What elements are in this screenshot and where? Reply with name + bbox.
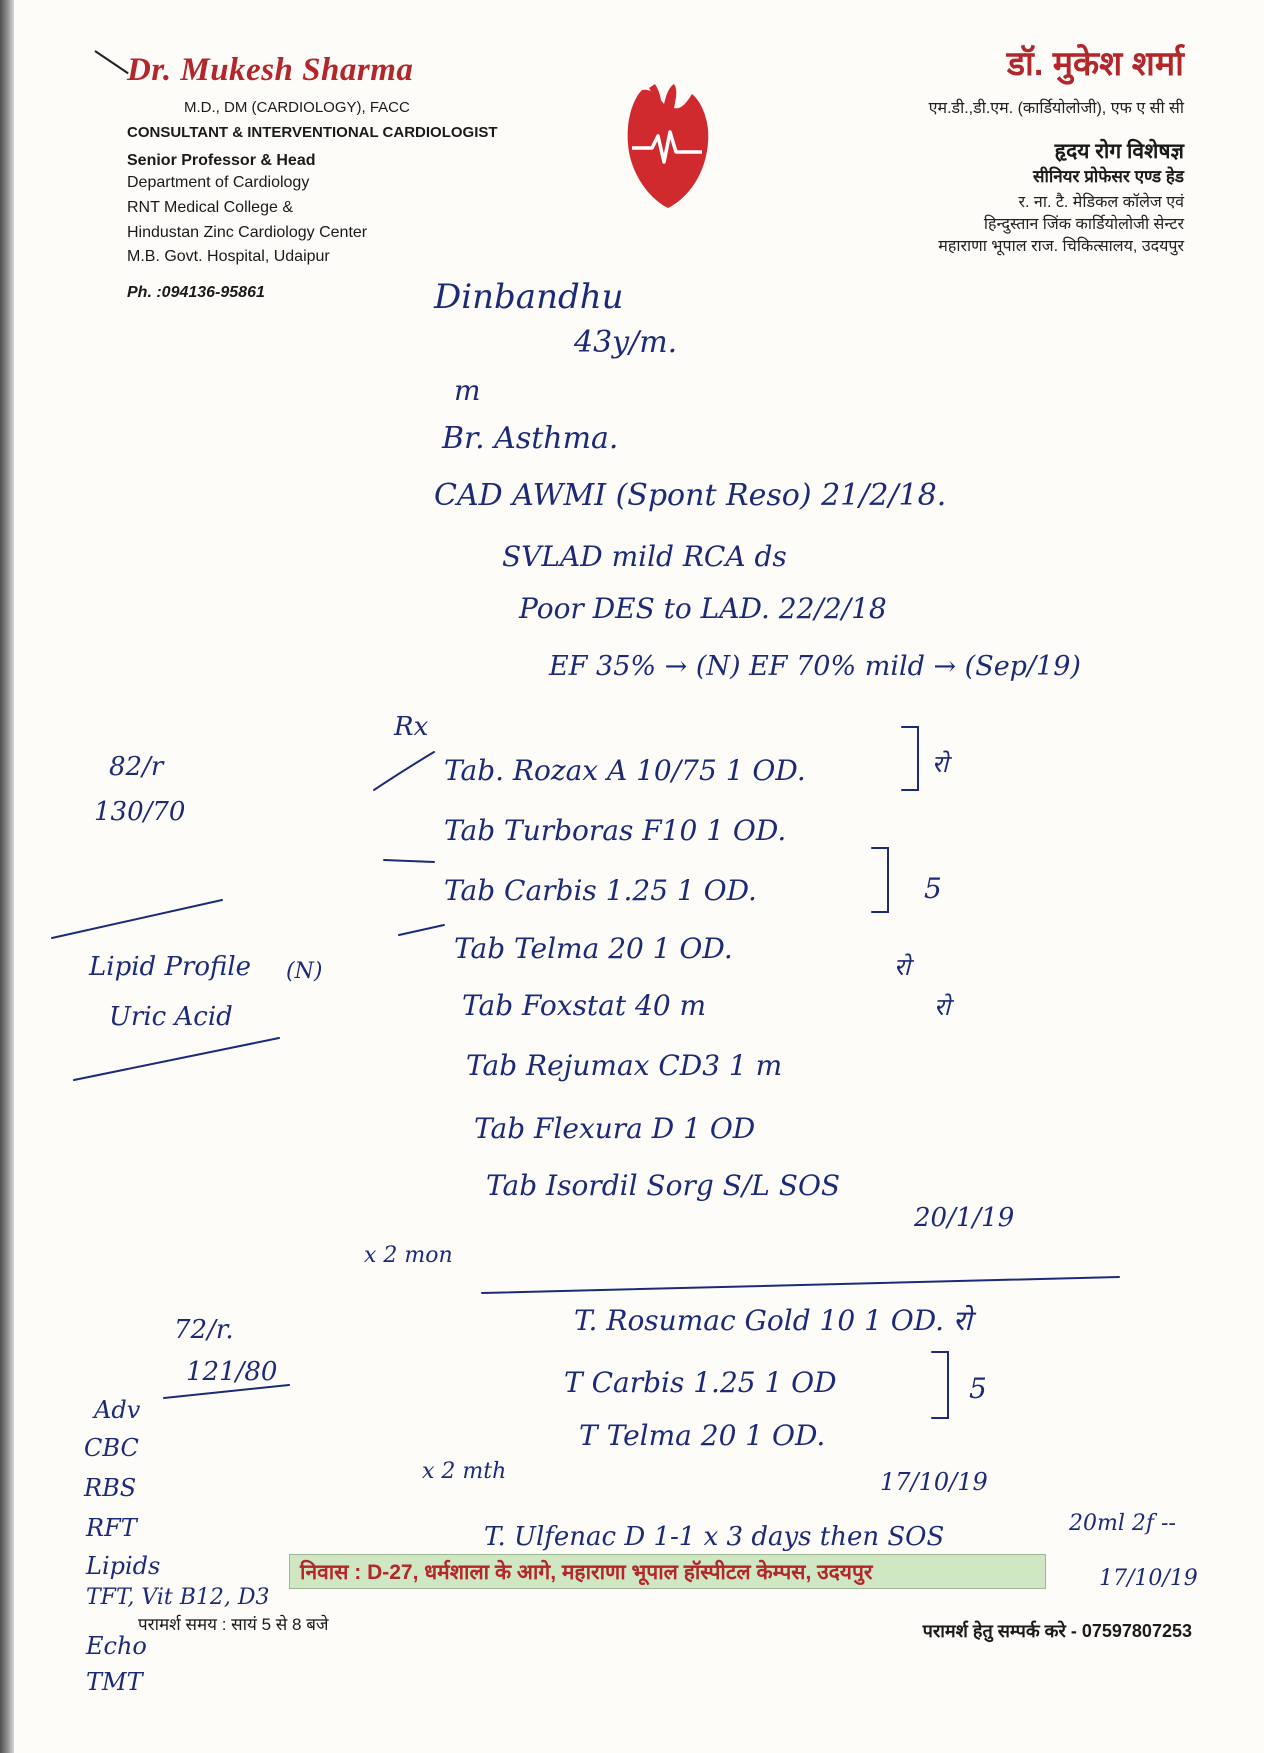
medication-line: T Carbis 1.25 1 OD	[564, 1366, 837, 1399]
history-line: Br. Asthma.	[442, 421, 619, 456]
test-item: RBS	[84, 1474, 137, 1502]
bracket-mark	[932, 1352, 948, 1418]
lab-note: Lipid Profile	[89, 952, 252, 982]
phone-number: Ph. :094136-95861	[127, 284, 265, 301]
medication-line: T. Rosumac Gold 10 1 OD. रो	[574, 1304, 972, 1337]
vital-bp: 121/80	[186, 1357, 278, 1387]
history-line: EF 35% → (N) EF 70% mild → (Sep/19)	[549, 651, 1081, 682]
medication-line: Tab Rejumax CD3 1 m	[466, 1049, 783, 1082]
rx-marker: Rx	[394, 712, 429, 742]
history-line: m	[454, 374, 481, 407]
center-line: Hindustan Zinc Cardiology Center	[127, 224, 368, 241]
visit-date: 17/10/19	[1099, 1566, 1198, 1591]
visit-date: 17/10/19	[880, 1468, 988, 1496]
underline-mark	[74, 1038, 279, 1080]
history-line: SVLAD mild RCA ds	[502, 540, 787, 573]
bracket-mark	[902, 727, 918, 790]
underline-mark	[52, 900, 222, 938]
doctor-role: CONSULTANT & INTERVENTIONAL CARDIOLOGIST	[127, 124, 498, 141]
tick-mark	[374, 752, 434, 790]
center-line-hindi: हिन्दुस्तान जिंक कार्डियोलोजी सेन्टर	[983, 216, 1184, 233]
medication-line: Tab Carbis 1.25 1 OD.	[444, 874, 757, 907]
department-line: Department of Cardiology	[127, 174, 310, 191]
frequency-mark: 5	[924, 872, 942, 905]
doctor-name-hindi: डॉ. मुकेश शर्मा	[1006, 45, 1184, 83]
consultation-contact: परामर्श हेतु सम्पर्क करे - 07597807253	[922, 1621, 1192, 1641]
duration-note: x 2 mth	[422, 1459, 507, 1484]
college-line: RNT Medical College &	[127, 199, 293, 216]
lab-note: Uric Acid	[109, 1002, 233, 1032]
doctor-degrees-hindi: एम.डी.,डी.एम. (कार्डियोलोजी), एफ ए सी सी	[928, 100, 1184, 117]
handwritten-notes	[14, 0, 1264, 1753]
frequency-mark: रो	[894, 953, 911, 981]
test-item: RFT	[86, 1514, 137, 1542]
doctor-degrees: M.D., DM (CARDIOLOGY), FACC	[184, 99, 410, 116]
history-line: Poor DES to LAD. 22/2/18	[519, 592, 887, 625]
consultation-time: परामर्श समय : सायं 5 से 8 बजे	[138, 1615, 329, 1634]
specialty-hindi: हृदय रोग विशेषज्ञ	[1054, 140, 1184, 163]
college-line-hindi: र. ना. टै. मेडिकल कॉलेज एवं	[1018, 194, 1184, 211]
scan-edge	[0, 0, 14, 1753]
medication-line: T. Ulfenac D 1-1 x 3 days then SOS	[484, 1522, 945, 1552]
hospital-line: M.B. Govt. Hospital, Udaipur	[127, 248, 330, 265]
medication-line: T Telma 20 1 OD.	[579, 1419, 826, 1452]
test-item: TMT	[86, 1668, 143, 1696]
duration-note: x 2 mon	[364, 1243, 453, 1268]
tick-mark	[399, 925, 444, 935]
medication-line: Tab Foxstat 40 m	[462, 989, 707, 1022]
vital-pulse: 72/r.	[174, 1315, 234, 1345]
tick-mark	[384, 860, 434, 862]
separator-line	[482, 1277, 1119, 1293]
visit-date: 20/1/19	[914, 1203, 1015, 1233]
doctor-name-text: Dr. Mukesh Sharma	[127, 52, 414, 88]
vital-bp: 130/70	[94, 797, 186, 827]
medication-line: Tab. Rozax A 10/75 1 OD.	[444, 754, 806, 787]
test-item: TFT, Vit B12, D3	[86, 1585, 270, 1610]
prescription-page	[14, 0, 1264, 1753]
dosage-note: 20ml 2f --	[1069, 1511, 1176, 1536]
medication-line: Tab Turboras F10 1 OD.	[444, 814, 787, 847]
frequency-mark: 5	[969, 1372, 987, 1405]
test-item: CBC	[84, 1434, 139, 1462]
normal-mark: (N)	[286, 959, 323, 984]
patient-name: Dinbandhu	[434, 277, 624, 317]
test-item: Echo	[86, 1632, 147, 1660]
patient-age: 43y/m.	[574, 325, 678, 360]
residence-address: निवास : D-27, धर्मशाला के आगे, महाराणा भूपाल हॉस्पीटल केम्पस, उदयपुर	[289, 1554, 1046, 1589]
bracket-mark	[872, 848, 888, 912]
doctor-title: Senior Professor & Head	[127, 152, 316, 169]
hospital-line-hindi: महाराणा भूपाल राज. चिकित्सालय, उदयपुर	[938, 238, 1184, 255]
medication-line: Tab Telma 20 1 OD.	[454, 932, 733, 965]
medication-line: Tab Flexura D 1 OD	[474, 1112, 756, 1145]
frequency-mark: रो	[934, 993, 951, 1021]
frequency-mark: रो	[932, 750, 949, 778]
history-line: CAD AWMI (Spont Reso) 21/2/18.	[434, 478, 947, 513]
vital-pulse: 82/r	[109, 752, 164, 782]
test-item: Adv	[94, 1396, 141, 1424]
medication-line: Tab Isordil Sorg S/L SOS	[486, 1169, 841, 1202]
doctor-title-hindi: सीनियर प्रोफेसर एण्ड हेड	[1032, 167, 1184, 186]
test-item: Lipids	[86, 1552, 161, 1580]
